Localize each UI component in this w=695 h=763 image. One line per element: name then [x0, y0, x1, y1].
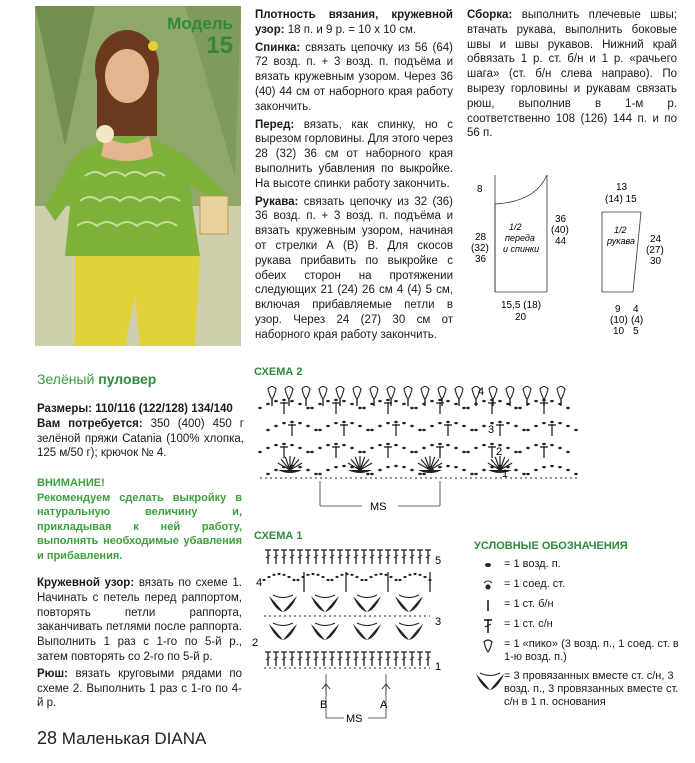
legend-item: [474, 558, 684, 572]
scheme2-row1: 1: [502, 468, 509, 480]
scheme1-ms: MS: [346, 713, 363, 725]
legend-text: = 1 соед. ст.: [504, 578, 566, 590]
sleeve-label: Рукава:: [255, 195, 299, 208]
pattern-sleeve-br1: 4: [633, 304, 639, 315]
pattern-sleeve-label1: 1/2: [614, 225, 627, 235]
front-back-pattern: [471, 175, 569, 323]
lace-paragraph: [37, 576, 242, 665]
pattern-sleeve-bl2: (10): [610, 315, 628, 326]
warning-text: Рекомендуем сделать выкройку в натуральную величину и, прикладывая к ней работу, выполнять необходимые убавления и прибавления.: [37, 491, 242, 562]
instructions-column-1: [255, 8, 453, 343]
legend-text: = 3 провязанных вместе ст. с/н, 3 возд. п., 3 провязанных вместе ст. с/н в 1 п. основания: [504, 670, 679, 708]
legend-item: [474, 598, 684, 612]
article-title: [37, 371, 156, 387]
pattern-sleeve-top1: 13: [616, 182, 628, 193]
scheme2-row4: 4: [478, 386, 485, 398]
pattern-sleeve-br3: 5: [633, 326, 639, 337]
pattern-front-right3: 44: [555, 236, 567, 247]
pattern-front-left3: 36: [475, 254, 487, 265]
lace-text: вязать по схеме 1. Начинать с петель перед раппортом, повторять петли раппорта, заканчивать петлями после раппорта. Выполнить 1 раз с 1-го по 5-й р., затем повторять со 2-го по 5-й р.: [37, 577, 242, 663]
scheme2-label: СХЕМА 2: [254, 366, 303, 378]
need-label: Вам потребуется:: [37, 417, 143, 430]
legend-item: [474, 618, 684, 632]
sizes-text: 110/116 (122/128) 134/140: [95, 403, 233, 415]
slip-stitch-icon: [474, 578, 504, 592]
sleeve-pattern: [602, 182, 664, 337]
sizes-block: [37, 402, 244, 461]
legend-head: УСЛОВНЫЕ ОБОЗНАЧЕНИЯ: [474, 540, 628, 552]
pattern-front-label3: и спинки: [503, 244, 540, 254]
legend: [474, 540, 684, 715]
pattern-front-label1: 1/2: [509, 222, 522, 232]
pattern-front-left1: 28: [475, 232, 487, 243]
warning-head: ВНИМАНИЕ!: [37, 477, 105, 489]
pattern-front-top: 8: [477, 184, 483, 195]
scheme1-b: B: [320, 699, 328, 711]
pattern-front-right2: (40): [551, 225, 569, 236]
legend-item: [474, 638, 684, 664]
pattern-front-right1: 36: [555, 214, 567, 225]
legend-item: [474, 578, 684, 592]
density-paragraph: [255, 8, 453, 38]
sleeve-paragraph: [255, 195, 453, 343]
sleeve-text: связать цепочку из 32 (36) 36 возд. п. + 3 возд. п. подъёма и вязать кружевным узором, начиная от стрелки А (В) В. Для скосов рукава прибавить по выкройке с обеих сторон на протяжении следующих 21 (24) 26 см 4 (4) 5 см, включая прибавляемые петли в узор. Через 24 (27) 30 см от наборного края работу закончить.: [255, 195, 453, 341]
legend-text: = 1 ст. с/н: [504, 618, 553, 630]
legend-text: = 1 ст. б/н: [504, 598, 554, 610]
picot-icon: [474, 638, 504, 652]
pattern-sleeve-label2: рукава: [607, 236, 635, 246]
model-number: 15: [206, 32, 233, 59]
pattern-sleeve-bl1: 9: [615, 304, 621, 315]
need-paragraph: [37, 417, 244, 461]
scheme1-row2: 2: [252, 637, 259, 649]
sizes-label: Размеры:: [37, 403, 93, 415]
magazine-name: Маленькая: [61, 729, 150, 748]
scheme2-row3: 3: [488, 424, 495, 436]
cluster-icon: [474, 670, 504, 692]
model-photo: [35, 6, 241, 346]
rush-paragraph: [37, 667, 242, 711]
scheme1-label: СХЕМА 1: [254, 530, 303, 542]
scheme1-a: A: [380, 699, 388, 711]
scheme1-row4: 4: [256, 577, 263, 589]
assembly-label: Сборка:: [467, 9, 513, 21]
scheme2-symbols: [258, 387, 580, 479]
legend-item: [474, 670, 684, 709]
model-word: Модель: [167, 14, 233, 33]
front-paragraph: [255, 118, 453, 192]
pattern-sleeve-right1: 24: [650, 234, 662, 245]
pattern-sleeve-br2: (4): [631, 315, 644, 326]
double-crochet-icon: [474, 618, 504, 632]
scheme2-ms: MS: [370, 501, 387, 513]
back-label: Спинка:: [255, 41, 301, 54]
density-label: Плотность вязания, кружевной узор:: [255, 9, 453, 36]
model-badge: [167, 14, 233, 58]
scheme1-chart: [248, 544, 458, 734]
scheme2-chart: [250, 378, 590, 518]
pattern-front-bottom2: 20: [515, 312, 527, 323]
pattern-front-bottom1: 15,5 (18): [501, 300, 542, 311]
scheme1-row3: 3: [435, 616, 442, 628]
lace-block: [37, 576, 242, 711]
pattern-front-left2: (32): [471, 243, 489, 254]
pattern-front-label2: переда: [505, 233, 535, 243]
front-label: Перед:: [255, 118, 295, 131]
assembly-paragraph: [467, 8, 677, 141]
instructions-column-2: [467, 8, 677, 141]
magazine-brand: DIANA: [154, 729, 207, 748]
single-crochet-icon: [474, 598, 504, 612]
chain-stitch-icon: [474, 558, 504, 572]
scheme2-row2: 2: [496, 446, 503, 458]
scheme1-row5: 5: [435, 555, 442, 567]
rush-text: вязать круговыми рядами по схеме 2. Выполнить 1 раз с 1-го по 4-й р.: [37, 667, 242, 710]
back-paragraph: [255, 41, 453, 115]
legend-text: = 1 «пико» (3 возд. п., 1 соед. ст. в 1-ю возд. п.): [504, 638, 679, 663]
density-text: 18 п. и 9 р. = 10 х 10 см.: [287, 23, 417, 36]
scheme1-symbols: [262, 550, 431, 668]
pattern-sleeve-right2: (27): [646, 245, 664, 256]
pattern-diagrams: [465, 170, 690, 340]
sizes-paragraph: [37, 402, 244, 417]
rush-label: Рюш:: [37, 667, 68, 680]
title-bold: пуловер: [98, 371, 157, 387]
pattern-sleeve-top2: (14) 15: [605, 194, 637, 205]
title-plain: Зелёный: [37, 371, 95, 387]
pattern-sleeve-right3: 30: [650, 256, 662, 267]
warning-block: [37, 476, 242, 564]
page-footer: [37, 728, 206, 749]
legend-text: = 1 возд. п.: [504, 558, 561, 570]
scheme1-row1: 1: [435, 661, 442, 673]
page-number: 28: [37, 728, 58, 748]
assembly-text: выполнить плечевые швы; втачать рукава, выполнить боковые швы и швы рукавов. Нижний край обвязать 1 р. ст. б/н и 1 р. «рачьего шага» (ст. б/н слева направо). По вырезу горловины и рукавам связать рюш, выполнив в 1-м р. соответственно 108 (126) 144 п. и по 56 п.: [467, 9, 677, 140]
need-text: 350 (400) 450 г зелёной пряжи Catania (100% хлопка, 125 м/50 г); крючок № 4.: [37, 417, 244, 460]
pattern-sleeve-bl3: 10: [613, 326, 625, 337]
lace-label: Кружевной узор:: [37, 577, 135, 589]
front-text: вязать, как спинку, но с вырезом горловины. Для этого через 28 (32) 36 см от наборного края выполнить убавления по выкройке. На высоте спинки работу закончить.: [255, 118, 453, 190]
back-text: связать цепочку из 56 (64) 72 возд. п. + 3 возд. п. подъёма и вязать кружевным узором. Через 36 (40) 44 см от наборного края работу закончить.: [255, 41, 453, 113]
